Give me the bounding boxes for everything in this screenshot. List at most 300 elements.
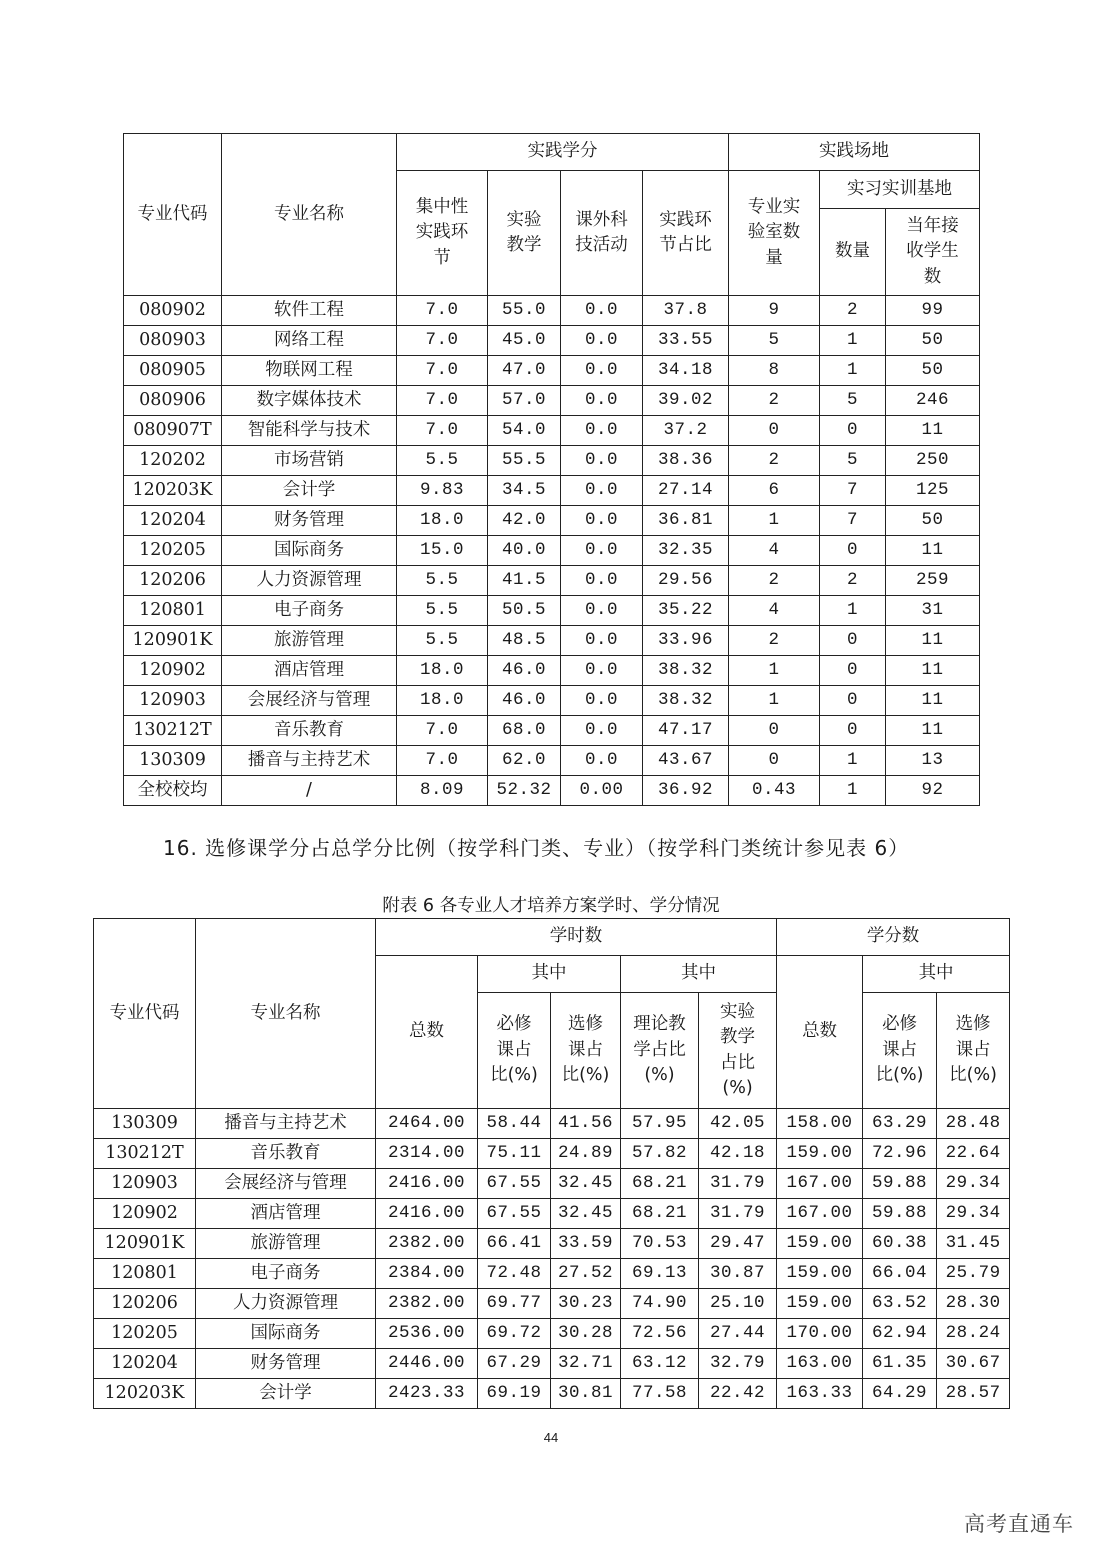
cell-value: 5 xyxy=(820,386,886,416)
cell-value: 25.79 xyxy=(937,1259,1010,1289)
hours-credits-table xyxy=(93,918,1010,1409)
col-header-labs: 专业实 验室数 量 xyxy=(729,171,820,296)
cell-value: 0.0 xyxy=(561,506,643,536)
cell-code: 120204 xyxy=(124,506,222,536)
group-header-practice-sites: 实践场地 xyxy=(729,134,980,171)
cell-value: 74.90 xyxy=(621,1289,699,1319)
cell-value: 32.79 xyxy=(699,1349,777,1379)
cell-code: 080902 xyxy=(124,296,222,326)
table-row xyxy=(94,1259,1010,1289)
cell-value: 0.0 xyxy=(561,596,643,626)
table-row xyxy=(94,1109,1010,1139)
cell-value: 30.81 xyxy=(551,1379,621,1409)
cell-value: 46.0 xyxy=(488,686,561,716)
table-row xyxy=(124,626,980,656)
cell-code: 120903 xyxy=(94,1169,196,1199)
cell-code: 120205 xyxy=(124,536,222,566)
cell-name: 财务管理 xyxy=(196,1349,376,1379)
col-header-total-credits: 总数 xyxy=(777,956,863,1109)
cell-name: 会计学 xyxy=(196,1379,376,1409)
cell-code: 全校校均 xyxy=(124,776,222,806)
cell-value: 38.32 xyxy=(643,656,729,686)
cell-value: 7 xyxy=(820,506,886,536)
cell-value: 36.92 xyxy=(643,776,729,806)
cell-value: 13 xyxy=(886,746,980,776)
cell-value: 69.13 xyxy=(621,1259,699,1289)
cell-value: 15.0 xyxy=(397,536,488,566)
cell-value: 62.0 xyxy=(488,746,561,776)
cell-name: 电子商务 xyxy=(196,1259,376,1289)
table-row xyxy=(94,1289,1010,1319)
cell-code: 080903 xyxy=(124,326,222,356)
cell-value: 7 xyxy=(820,476,886,506)
cell-value: 0.0 xyxy=(561,566,643,596)
cell-name: 财务管理 xyxy=(222,506,397,536)
cell-value: 5.5 xyxy=(397,596,488,626)
cell-value: 0.0 xyxy=(561,476,643,506)
col-header-required-ratio-hours: 必修 课占 比(%) xyxy=(478,993,551,1109)
cell-code: 080905 xyxy=(124,356,222,386)
cell-value: 7.0 xyxy=(397,716,488,746)
cell-code: 120801 xyxy=(124,596,222,626)
cell-name: 会展经济与管理 xyxy=(196,1169,376,1199)
cell-name: 智能科学与技术 xyxy=(222,416,397,446)
cell-value: 72.56 xyxy=(621,1319,699,1349)
cell-value: 1 xyxy=(729,506,820,536)
cell-value: 37.2 xyxy=(643,416,729,446)
cell-value: 40.0 xyxy=(488,536,561,566)
cell-value: 2 xyxy=(729,446,820,476)
cell-value: 63.52 xyxy=(863,1289,937,1319)
table-row xyxy=(94,1319,1010,1349)
cell-value: 75.11 xyxy=(478,1139,551,1169)
group-header-among-2: 其中 xyxy=(621,956,777,993)
cell-value: 30.23 xyxy=(551,1289,621,1319)
cell-name: 人力资源管理 xyxy=(222,566,397,596)
cell-value: 2382.00 xyxy=(376,1289,478,1319)
table-row xyxy=(94,1229,1010,1259)
cell-value: 29.34 xyxy=(937,1199,1010,1229)
cell-code: 120206 xyxy=(94,1289,196,1319)
cell-value: 0 xyxy=(820,536,886,566)
cell-value: 42.05 xyxy=(699,1109,777,1139)
cell-value: 55.0 xyxy=(488,296,561,326)
col-header-total-hours: 总数 xyxy=(376,956,478,1109)
cell-value: 32.71 xyxy=(551,1349,621,1379)
table-row xyxy=(124,716,980,746)
cell-value: 0 xyxy=(729,716,820,746)
cell-value: 2416.00 xyxy=(376,1169,478,1199)
col-header-experiment: 实验 教学 xyxy=(488,171,561,296)
cell-value: 22.42 xyxy=(699,1379,777,1409)
cell-value: 67.29 xyxy=(478,1349,551,1379)
cell-value: 99 xyxy=(886,296,980,326)
table-row xyxy=(124,746,980,776)
cell-name: 市场营销 xyxy=(222,446,397,476)
cell-value: 36.81 xyxy=(643,506,729,536)
cell-name: 国际商务 xyxy=(222,536,397,566)
cell-value: 159.00 xyxy=(777,1139,863,1169)
cell-code: 120203K xyxy=(124,476,222,506)
cell-value: 7.0 xyxy=(397,746,488,776)
cell-value: 2446.00 xyxy=(376,1349,478,1379)
cell-value: 163.00 xyxy=(777,1349,863,1379)
cell-value: 8 xyxy=(729,356,820,386)
cell-value: 9.83 xyxy=(397,476,488,506)
cell-value: 2536.00 xyxy=(376,1319,478,1349)
cell-value: 2 xyxy=(729,626,820,656)
col-header-elective-ratio-hours: 选修 课占 比(%) xyxy=(551,993,621,1109)
group-header-among-3: 其中 xyxy=(863,956,1010,993)
cell-value: 6 xyxy=(729,476,820,506)
cell-value: 8.09 xyxy=(397,776,488,806)
cell-value: 30.87 xyxy=(699,1259,777,1289)
cell-value: 69.72 xyxy=(478,1319,551,1349)
table-row xyxy=(124,356,980,386)
cell-value: 50.5 xyxy=(488,596,561,626)
cell-value: 9 xyxy=(729,296,820,326)
col-header-students: 当年接 收学生 数 xyxy=(886,209,980,296)
cell-value: 72.48 xyxy=(478,1259,551,1289)
cell-value: 7.0 xyxy=(397,326,488,356)
cell-value: 92 xyxy=(886,776,980,806)
cell-value: 68.21 xyxy=(621,1199,699,1229)
cell-name: 会展经济与管理 xyxy=(222,686,397,716)
cell-value: 46.0 xyxy=(488,656,561,686)
cell-value: 0.43 xyxy=(729,776,820,806)
table-row xyxy=(124,566,980,596)
cell-value: 32.35 xyxy=(643,536,729,566)
cell-value: 58.44 xyxy=(478,1109,551,1139)
cell-value: 33.55 xyxy=(643,326,729,356)
cell-code: 120204 xyxy=(94,1349,196,1379)
cell-value: 29.47 xyxy=(699,1229,777,1259)
cell-value: 50 xyxy=(886,326,980,356)
col-header-practice-ratio: 实践环 节占比 xyxy=(643,171,729,296)
cell-value: 31 xyxy=(886,596,980,626)
group-header-credits: 学分数 xyxy=(777,919,1010,956)
table-row xyxy=(94,1349,1010,1379)
cell-value: 170.00 xyxy=(777,1319,863,1349)
cell-code: 130309 xyxy=(94,1109,196,1139)
cell-value: 2 xyxy=(729,386,820,416)
cell-value: 27.52 xyxy=(551,1259,621,1289)
cell-value: 32.45 xyxy=(551,1169,621,1199)
cell-value: 2 xyxy=(820,566,886,596)
cell-name: 国际商务 xyxy=(196,1319,376,1349)
cell-code: 120206 xyxy=(124,566,222,596)
col-header-required-ratio-credits: 必修 课占 比(%) xyxy=(863,993,937,1109)
cell-value: 30.28 xyxy=(551,1319,621,1349)
cell-value: 59.88 xyxy=(863,1199,937,1229)
cell-value: 41.56 xyxy=(551,1109,621,1139)
cell-name: 旅游管理 xyxy=(222,626,397,656)
cell-value: 18.0 xyxy=(397,686,488,716)
cell-value: 1 xyxy=(729,686,820,716)
cell-value: 18.0 xyxy=(397,656,488,686)
col-header-theory-ratio: 理论教 学占比 (%) xyxy=(621,993,699,1109)
cell-value: 72.96 xyxy=(863,1139,937,1169)
cell-value: 47.0 xyxy=(488,356,561,386)
cell-value: 35.22 xyxy=(643,596,729,626)
hours-table-body xyxy=(94,1109,1010,1409)
cell-value: 38.36 xyxy=(643,446,729,476)
cell-name: 酒店管理 xyxy=(196,1199,376,1229)
cell-name: 播音与主持艺术 xyxy=(196,1109,376,1139)
cell-value: 45.0 xyxy=(488,326,561,356)
cell-value: 29.56 xyxy=(643,566,729,596)
cell-name: 会计学 xyxy=(222,476,397,506)
cell-value: 259 xyxy=(886,566,980,596)
cell-name: 酒店管理 xyxy=(222,656,397,686)
cell-value: 1 xyxy=(820,776,886,806)
table-row xyxy=(124,656,980,686)
table-row xyxy=(94,1139,1010,1169)
cell-value: 0 xyxy=(729,416,820,446)
table-row xyxy=(124,416,980,446)
cell-value: 2382.00 xyxy=(376,1229,478,1259)
cell-value: 37.8 xyxy=(643,296,729,326)
cell-value: 57.0 xyxy=(488,386,561,416)
table-row xyxy=(124,776,980,806)
cell-value: 69.19 xyxy=(478,1379,551,1409)
cell-value: 2 xyxy=(729,566,820,596)
cell-value: 163.33 xyxy=(777,1379,863,1409)
cell-value: 0.0 xyxy=(561,296,643,326)
cell-code: 080906 xyxy=(124,386,222,416)
cell-value: 24.89 xyxy=(551,1139,621,1169)
cell-value: 27.44 xyxy=(699,1319,777,1349)
cell-value: 2423.33 xyxy=(376,1379,478,1409)
cell-value: 159.00 xyxy=(777,1289,863,1319)
cell-value: 18.0 xyxy=(397,506,488,536)
cell-value: 34.5 xyxy=(488,476,561,506)
cell-value: 5.5 xyxy=(397,566,488,596)
cell-value: 66.04 xyxy=(863,1259,937,1289)
cell-value: 50 xyxy=(886,506,980,536)
group-header-hours: 学时数 xyxy=(376,919,777,956)
cell-value: 5 xyxy=(729,326,820,356)
cell-value: 31.45 xyxy=(937,1229,1010,1259)
cell-value: 0.0 xyxy=(561,536,643,566)
cell-value: 0 xyxy=(729,746,820,776)
cell-code: 080907T xyxy=(124,416,222,446)
group-header-bases: 实习实训基地 xyxy=(820,171,980,209)
cell-value: 11 xyxy=(886,686,980,716)
cell-value: 69.77 xyxy=(478,1289,551,1319)
col-header-name: 专业名称 xyxy=(222,134,397,296)
table-row xyxy=(124,386,980,416)
cell-value: 5.5 xyxy=(397,446,488,476)
cell-value: 52.32 xyxy=(488,776,561,806)
cell-value: 0 xyxy=(820,416,886,446)
cell-value: 0.00 xyxy=(561,776,643,806)
cell-value: 7.0 xyxy=(397,416,488,446)
cell-value: 11 xyxy=(886,716,980,746)
table-row xyxy=(124,476,980,506)
cell-value: 54.0 xyxy=(488,416,561,446)
cell-code: 120901K xyxy=(94,1229,196,1259)
cell-value: 0.0 xyxy=(561,326,643,356)
cell-value: 1 xyxy=(729,656,820,686)
page-number: 44 xyxy=(543,1430,559,1445)
col-header-extracurricular: 课外科 技活动 xyxy=(561,171,643,296)
cell-value: 61.35 xyxy=(863,1349,937,1379)
cell-value: 42.18 xyxy=(699,1139,777,1169)
col-header-code: 专业代码 xyxy=(124,134,222,296)
cell-value: 67.55 xyxy=(478,1199,551,1229)
cell-value: 2464.00 xyxy=(376,1109,478,1139)
table-row xyxy=(124,446,980,476)
cell-value: 0 xyxy=(820,656,886,686)
cell-code: 120901K xyxy=(124,626,222,656)
cell-value: 7.0 xyxy=(397,356,488,386)
cell-value: 11 xyxy=(886,656,980,686)
cell-value: 0.0 xyxy=(561,386,643,416)
cell-value: 0.0 xyxy=(561,716,643,746)
practice-table-body xyxy=(124,296,980,806)
cell-value: 5.5 xyxy=(397,626,488,656)
cell-value: 159.00 xyxy=(777,1229,863,1259)
cell-value: 0 xyxy=(820,716,886,746)
cell-value: 1 xyxy=(820,746,886,776)
cell-value: 2416.00 xyxy=(376,1199,478,1229)
cell-value: 4 xyxy=(729,596,820,626)
cell-value: 0 xyxy=(820,626,886,656)
cell-value: 66.41 xyxy=(478,1229,551,1259)
cell-value: 125 xyxy=(886,476,980,506)
cell-value: 39.02 xyxy=(643,386,729,416)
cell-value: 27.14 xyxy=(643,476,729,506)
cell-value: 70.53 xyxy=(621,1229,699,1259)
cell-value: 57.95 xyxy=(621,1109,699,1139)
cell-value: 11 xyxy=(886,626,980,656)
cell-value: 55.5 xyxy=(488,446,561,476)
cell-value: 1 xyxy=(820,356,886,386)
cell-value: 31.79 xyxy=(699,1199,777,1229)
cell-code: 130309 xyxy=(124,746,222,776)
cell-value: 167.00 xyxy=(777,1199,863,1229)
cell-code: 120203K xyxy=(94,1379,196,1409)
cell-value: 59.88 xyxy=(863,1169,937,1199)
cell-value: 31.79 xyxy=(699,1169,777,1199)
cell-value: 11 xyxy=(886,416,980,446)
cell-value: 0.0 xyxy=(561,746,643,776)
cell-value: 32.45 xyxy=(551,1199,621,1229)
cell-name: 电子商务 xyxy=(222,596,397,626)
cell-name: 音乐教育 xyxy=(222,716,397,746)
table-row xyxy=(94,1169,1010,1199)
cell-value: 7.0 xyxy=(397,386,488,416)
cell-value: 28.57 xyxy=(937,1379,1010,1409)
cell-value: 42.0 xyxy=(488,506,561,536)
cell-value: 0.0 xyxy=(561,416,643,446)
cell-value: 0.0 xyxy=(561,626,643,656)
group-header-among-1: 其中 xyxy=(478,956,621,993)
cell-value: 250 xyxy=(886,446,980,476)
cell-value: 2 xyxy=(820,296,886,326)
cell-value: 5 xyxy=(820,446,886,476)
table-row xyxy=(124,536,980,566)
table-row xyxy=(124,296,980,326)
cell-name: 网络工程 xyxy=(222,326,397,356)
table-row xyxy=(124,686,980,716)
table-row xyxy=(124,596,980,626)
cell-value: 2384.00 xyxy=(376,1259,478,1289)
table-row xyxy=(94,1379,1010,1409)
group-header-practice-credits: 实践学分 xyxy=(397,134,729,171)
cell-value: 30.67 xyxy=(937,1349,1010,1379)
practice-credits-table xyxy=(123,133,980,806)
cell-value: 0.0 xyxy=(561,656,643,686)
cell-value: 62.94 xyxy=(863,1319,937,1349)
table-caption: 附表 6 各专业人才培养方案学时、学分情况 xyxy=(382,896,720,916)
cell-value: 63.12 xyxy=(621,1349,699,1379)
section-heading: 16. 选修课学分占总学分比例（按学科门类、专业）（按学科门类统计参见表 6） xyxy=(163,836,910,860)
cell-value: 64.29 xyxy=(863,1379,937,1409)
col-header-experiment-ratio: 实验 教学 占比 (%) xyxy=(699,993,777,1109)
cell-code: 120205 xyxy=(94,1319,196,1349)
cell-value: 28.48 xyxy=(937,1109,1010,1139)
cell-value: 41.5 xyxy=(488,566,561,596)
cell-name: 物联网工程 xyxy=(222,356,397,386)
cell-value: 159.00 xyxy=(777,1259,863,1289)
cell-value: 0.0 xyxy=(561,446,643,476)
cell-value: 68.21 xyxy=(621,1169,699,1199)
cell-value: 77.58 xyxy=(621,1379,699,1409)
cell-code: 120902 xyxy=(124,656,222,686)
cell-name: 软件工程 xyxy=(222,296,397,326)
cell-value: 4 xyxy=(729,536,820,566)
cell-value: 68.0 xyxy=(488,716,561,746)
cell-value: 0.0 xyxy=(561,686,643,716)
cell-value: 1 xyxy=(820,596,886,626)
col-header-base-count: 数量 xyxy=(820,209,886,296)
watermark: 高考直通车 xyxy=(964,1512,1074,1536)
cell-value: 33.59 xyxy=(551,1229,621,1259)
cell-value: 63.29 xyxy=(863,1109,937,1139)
col-header-code: 专业代码 xyxy=(94,919,196,1109)
table-row xyxy=(94,1199,1010,1229)
cell-value: 1 xyxy=(820,326,886,356)
cell-name: 人力资源管理 xyxy=(196,1289,376,1319)
cell-value: 29.34 xyxy=(937,1169,1010,1199)
cell-value: 0.0 xyxy=(561,356,643,386)
cell-code: 130212T xyxy=(124,716,222,746)
cell-value: 48.5 xyxy=(488,626,561,656)
cell-value: 34.18 xyxy=(643,356,729,386)
cell-value: 43.67 xyxy=(643,746,729,776)
cell-value: 246 xyxy=(886,386,980,416)
cell-value: 7.0 xyxy=(397,296,488,326)
cell-value: 167.00 xyxy=(777,1169,863,1199)
table-row xyxy=(124,506,980,536)
cell-code: 130212T xyxy=(94,1139,196,1169)
cell-name: / xyxy=(222,776,397,806)
table-row xyxy=(124,326,980,356)
cell-name: 数字媒体技术 xyxy=(222,386,397,416)
cell-name: 音乐教育 xyxy=(196,1139,376,1169)
cell-value: 47.17 xyxy=(643,716,729,746)
col-header-elective-ratio-credits: 选修 课占 比(%) xyxy=(937,993,1010,1109)
cell-code: 120801 xyxy=(94,1259,196,1289)
cell-code: 120903 xyxy=(124,686,222,716)
cell-value: 11 xyxy=(886,536,980,566)
cell-code: 120902 xyxy=(94,1199,196,1229)
cell-value: 57.82 xyxy=(621,1139,699,1169)
cell-value: 28.30 xyxy=(937,1289,1010,1319)
cell-value: 28.24 xyxy=(937,1319,1010,1349)
